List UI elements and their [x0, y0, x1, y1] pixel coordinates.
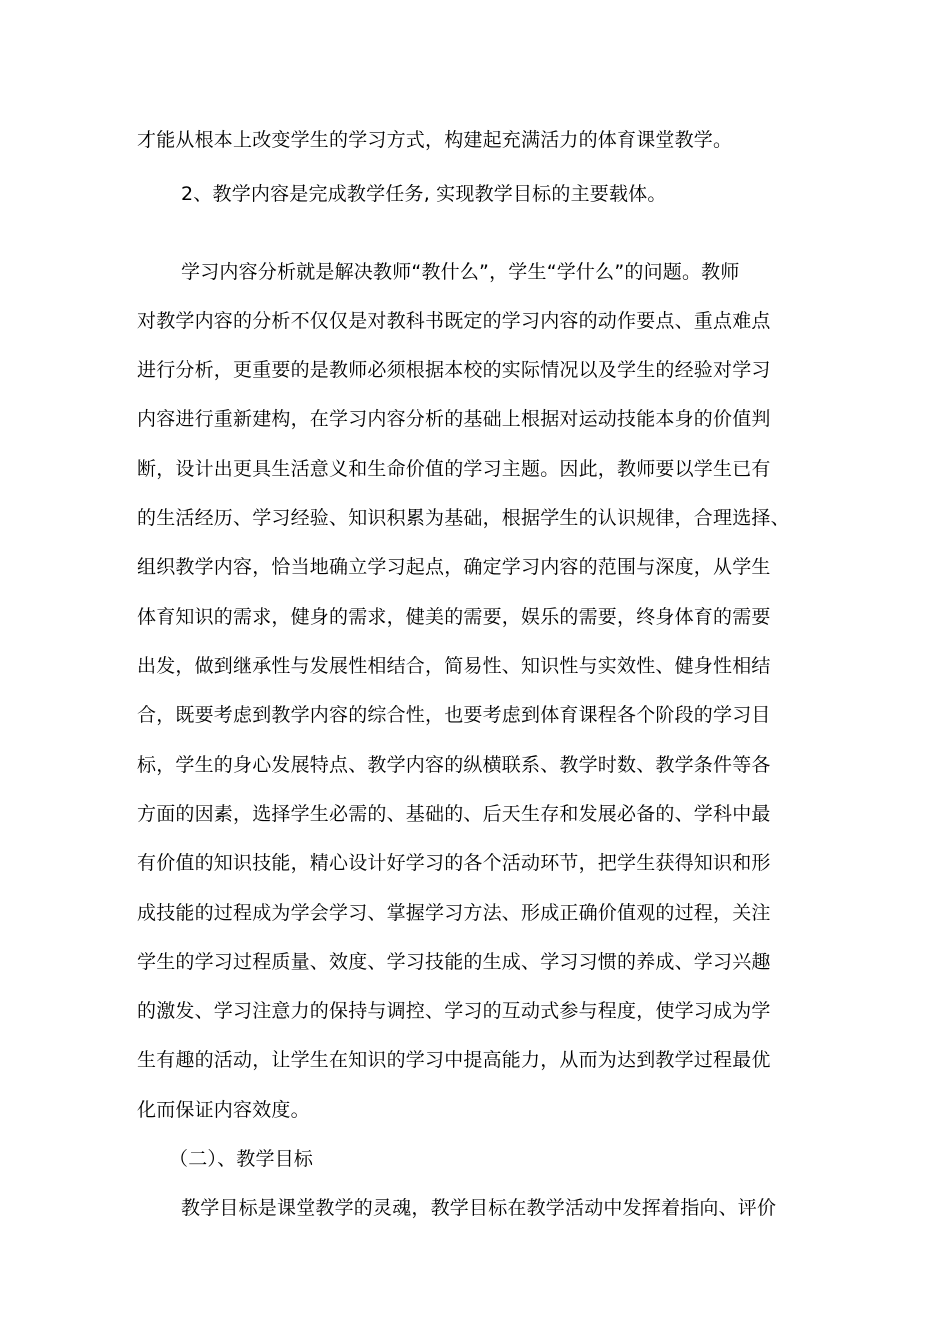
- paragraph-line: 方面的因素，选择学生必需的、基础的、后天生存和发展必备的、学科中最: [137, 803, 771, 825]
- paragraph-line: 组织教学内容，恰当地确立学习起点，确定学习内容的范围与深度，从学生: [137, 556, 771, 578]
- paragraph-line: 断，设计出更具生活意义和生命价值的学习主题。因此，教师要以学生已有: [137, 458, 771, 480]
- paragraph-line: 的激发、学习注意力的保持与调控、学习的互动式参与程度，使学习成为学: [137, 1000, 771, 1022]
- paragraph-line: 有价值的知识技能，精心设计好学习的各个活动环节，把学生获得知识和形: [137, 852, 771, 874]
- paragraph-line: 的生活经历、学习经验、知识积累为基础，根据学生的认识规律，合理选择、: [137, 507, 790, 529]
- paragraph-line: 学生的学习过程质量、效度、学习技能的生成、学习习惯的养成、学习兴趣: [137, 951, 771, 973]
- paragraph-line: 成技能的过程成为学会学习、掌握学习方法、形成正确价值观的过程，关注: [137, 902, 771, 924]
- paragraph-line: 生有趣的活动，让学生在知识的学习中提高能力，从而为达到教学过程最优: [137, 1049, 771, 1071]
- paragraph-line: 内容进行重新建构，在学习内容分析的基础上根据对运动技能本身的价值判: [137, 408, 771, 430]
- paragraph-line: 学习内容分析就是解决教师“教什么”，学生“学什么”的问题。教师: [181, 261, 740, 283]
- paragraph-line: 标，学生的身心发展特点、教学内容的纵横联系、教学时数、教学条件等各: [137, 754, 771, 776]
- paragraph-line: 体育知识的需求，健身的需求，健美的需要，娱乐的需要，终身体育的需要: [137, 606, 771, 628]
- section-heading: （二）、教学目标: [169, 1148, 314, 1170]
- paragraph-line: 才能从根本上改变学生的学习方式，构建起充满活力的体育课堂教学。: [137, 129, 733, 151]
- paragraph-line: 教学目标是课堂教学的灵魂，教学目标在教学活动中发挥着指向、评价: [181, 1197, 777, 1219]
- paragraph-line: 化而保证内容效度。: [137, 1099, 310, 1121]
- numbered-heading: 2、教学内容是完成教学任务, 实现教学目标的主要载体。: [181, 183, 667, 205]
- paragraph-line: 对教学内容的分析不仅仅是对教科书既定的学习内容的动作要点、重点难点: [137, 310, 771, 332]
- paragraph-line: 合，既要考虑到教学内容的综合性，也要考虑到体育课程各个阶段的学习目: [137, 704, 771, 726]
- paragraph-line: 出发，做到继承性与发展性相结合，简易性、知识性与实效性、健身性相结: [137, 655, 771, 677]
- paragraph-line: 进行分析，更重要的是教师必须根据本校的实际情况以及学生的经验对学习: [137, 359, 771, 381]
